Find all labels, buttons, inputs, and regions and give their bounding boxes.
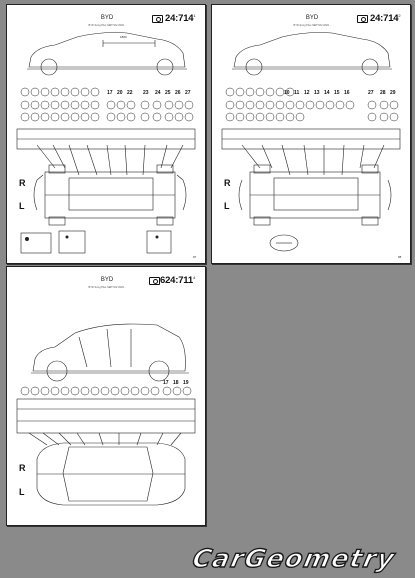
reference-code: $624:711^4$ [160,275,195,287]
svg-text:17: 17 [107,90,113,96]
svg-text:20: 20 [117,90,123,96]
svg-text:29: 29 [390,90,396,96]
svg-text:18: 18 [173,380,179,386]
reference-code: $24:714^2$ [370,13,401,25]
model-subtitle: BYD Song Plus SEPT/22 2020 - [88,24,126,27]
diagram-page-1 [6,4,206,264]
page-number: 87 [193,255,197,259]
svg-text:26: 26 [175,90,181,96]
side-label-left: L [19,201,25,211]
brand-label: BYD [305,15,319,21]
svg-text:27: 27 [185,90,191,96]
svg-text:17: 17 [163,380,169,386]
row-numbers-1 [107,90,191,96]
svg-text:15: 15 [334,90,340,96]
svg-text:25: 25 [165,90,171,96]
svg-text:12: 12 [304,90,310,96]
camera-icon [357,15,368,23]
svg-text:16: 16 [344,90,350,96]
diagram-page-2 [211,4,411,264]
svg-text:24: 24 [155,90,161,96]
camera-icon [152,15,163,23]
brand-label: BYD [100,15,114,21]
cargeometry-logo: CarGeometry [189,544,399,573]
side-label-left: L [19,487,25,497]
brand-label: BYD [100,277,114,283]
camera-icon [149,277,160,285]
dimension-label: 1860 [120,35,127,39]
svg-text:27: 27 [368,90,374,96]
svg-text:19: 19 [183,380,189,386]
model-subtitle: BYD Song Plus SEPT/22 2020 - [88,286,126,289]
svg-text:11: 11 [294,90,300,96]
side-label-right: R [19,463,26,473]
svg-text:10: 10 [284,90,290,96]
page-1-drawing [7,5,205,263]
diagram-page-3 [6,266,206,526]
svg-text:22: 22 [127,90,133,96]
svg-text:28: 28 [380,90,386,96]
page-number: 88 [398,255,402,259]
side-label-left: L [224,201,230,211]
row-numbers-2 [284,90,396,96]
page-3-drawing [7,267,205,525]
svg-text:13: 13 [314,90,320,96]
svg-text:14: 14 [324,90,330,96]
reference-code: $24:714^1$ [165,13,196,25]
row-numbers-3 [163,380,189,386]
page-2-drawing [212,5,410,263]
svg-text:23: 23 [143,90,149,96]
side-label-right: R [19,178,26,188]
model-subtitle: BYD Song Plus SEPT/22 2020 - [293,24,331,27]
side-label-right: R [224,178,231,188]
